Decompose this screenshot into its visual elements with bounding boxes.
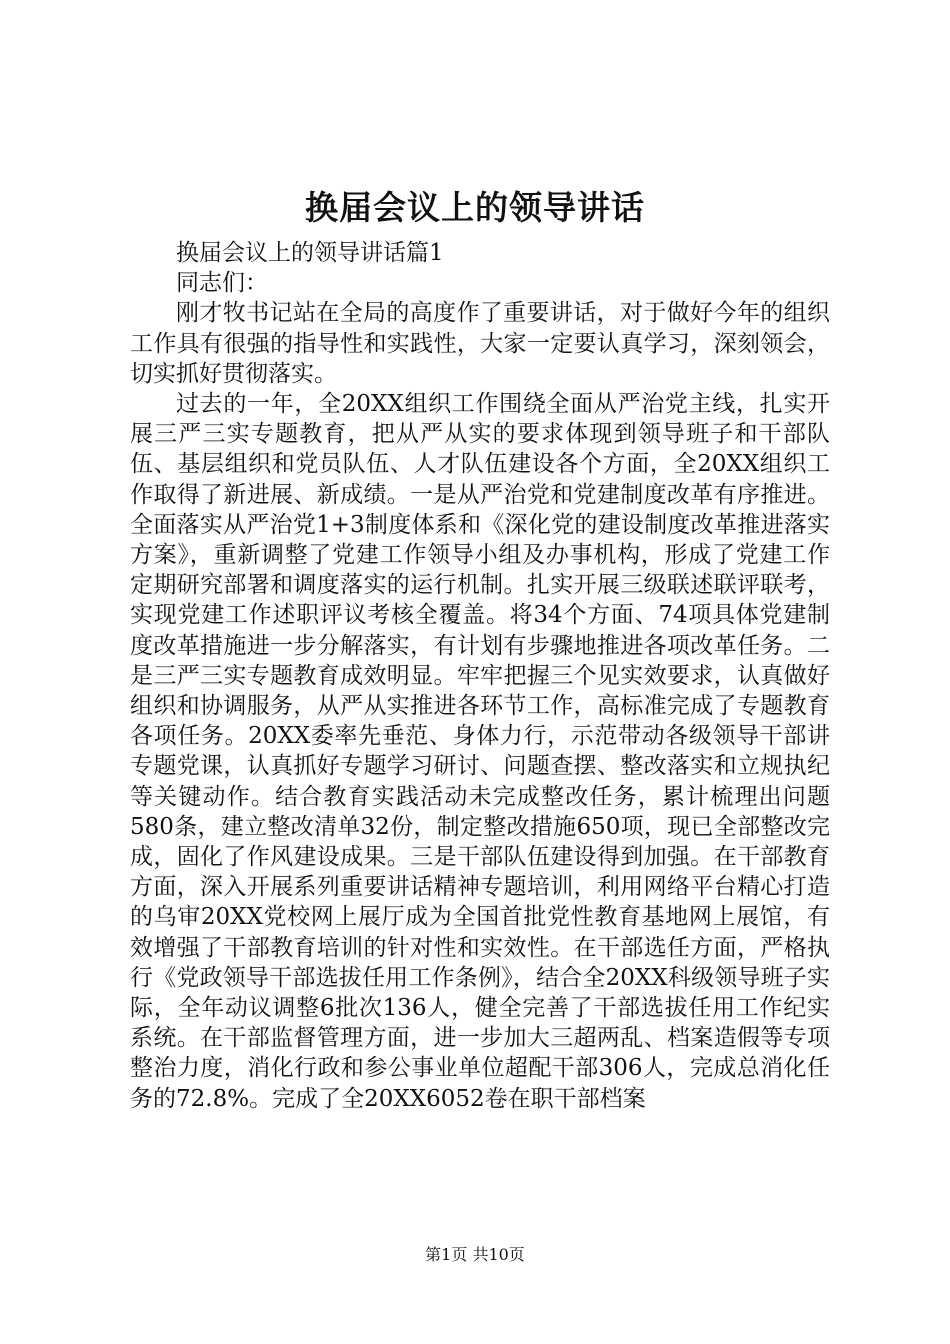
- paragraph-review: 过去的一年，全20XX组织工作围绕全面从严治党主线，扎实开展三严三实专题教育，把从严从实的要求体现到领导班子和干部队伍、基层组织和党员队伍、人才队伍建设各个方面，全20XX组织工作取得了新进展、新成绩。一是从严治党和党建制度改革有序推进。全面落实从严治党1+3制度体系和《深化党的建设制度改革推进落实方案》，重新调整了党建工作领导小组及办事机构，形成了党建工作定期研究部署和调度落实的运行机制。扎实开展三级联述联评联考，实现党建工作述职评议考核全覆盖。将34个方面、74项具体党建制度改革措施进一步分解落实，有计划有步骤地推进各项改革任务。二是三严三实专题教育成效明显。牢牢把握三个见实效要求，认真做好组织和协调服务，从严从实推进各环节工作，高标准完成了专题教育各项任务。20XX委率先垂范、身体力行，示范带动各级领导干部讲专题党课，认真抓好专题学习研讨、问题查摆、整改落实和立规执纪等关键动作。结合教育实践活动未完成整改任务，累计梳理出问题580条，建立整改清单32份，制定整改措施650项，现已全部整改完成，固化了作风建设成果。三是干部队伍建设得到加强。在干部教育方面，深入开展系列重要讲话精神专题培训，利用网络平台精心打造的乌审20XX党校网上展厅成为全国首批党性教育基地网上展馆，有效增强了干部教育培训的针对性和实效性。在干部选任方面，严格执行《党政领导干部选拔任用工作条例》，结合全20XX科级领导班子实际，全年动议调整6批次136人，健全完善了干部选拔任用工作纪实系统。在干部监督管理方面，进一步加大三超两乱、档案造假等专项整治力度，消化行政和参公事业单位超配干部306人，完成总消化任务的72.8%。完成了全20XX6052卷在职干部档案: [130, 391, 830, 1112]
- page-number-footer: 第1页 共10页: [425, 1245, 525, 1264]
- document-title: 换届会议上的领导讲话: [305, 188, 645, 227]
- salutation: 同志们：: [176, 270, 268, 297]
- document-body: [130, 238, 830, 1114]
- document-subtitle: 换届会议上的领导讲话篇1: [176, 240, 444, 266]
- paragraph-opening: 刚才牧书记站在全局的高度作了重要讲话，对于做好今年的组织工作具有很强的指导性和实践性，大家一定要认真学习，深刻领会，切实抓好贯彻落实。: [130, 300, 830, 387]
